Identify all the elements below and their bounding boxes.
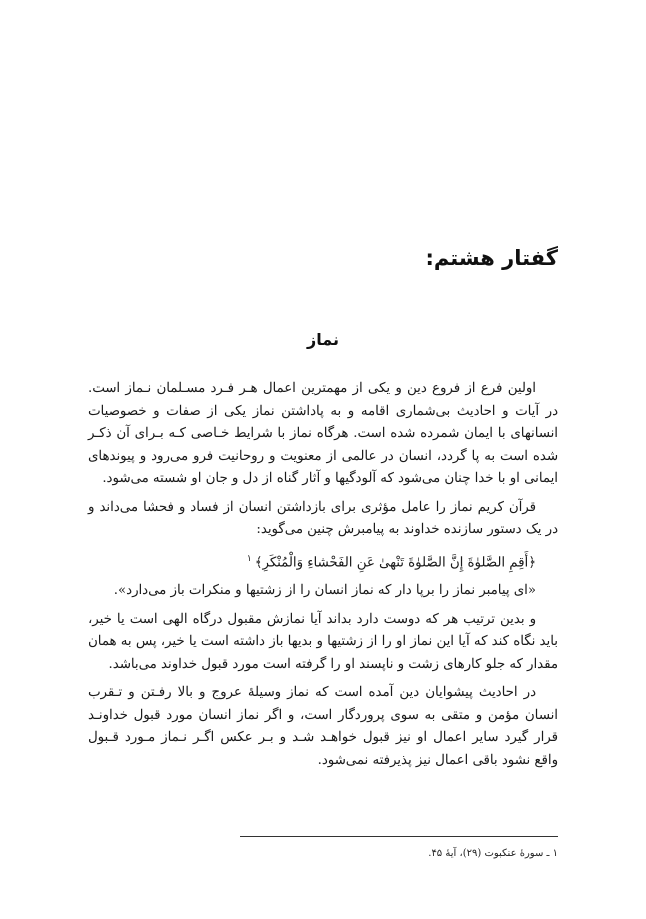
footnote: ۱ ـ سورهٔ عنکبوت (۲۹)، آیهٔ ۴۵. <box>428 848 558 859</box>
paragraph-3: و بدین ترتیب هر که دوست دارد بداند آیا نمازش مقبول درگاه الهی است یا خیر، باید نگاه کند که آیا این نماز او را از زشتیها و بدیها باز داشته است یا خیر، پس به همان مقدار که جلو کارهای زشت و ناپسند او را گرفته است مورد قبول خداوند می‌باشد. <box>88 611 558 672</box>
body-text <box>88 378 558 778</box>
paragraph-2: قرآن کریم نماز را عامل مؤثری برای بازداشتن انسان از فساد و فحشا می‌داند و در یک دستور سازنده خداوند به پیامبرش چنین می‌گوید: <box>88 499 558 537</box>
paragraph-1: اولین فرع از فروع دین و یکی از مهمترین اعمال هـر فـرد مسـلمان نـماز است. در آیات و احادیث بی‌شماری اقامه و به پاداشتن نماز یکی از صفات و خصوصیات انسانهای با ایمان شمرده شده است. هرگاه نماز با شرایط خـاصی کـه بـرای آن ذکـر شده است به پا گردد، انسان در عالمی از معنویت و روحانیت فرو می‌رود و پیوندهای ایمانی او با خدا چنان می‌شود که آلودگیها و آثار گناه از دل و جان او شسته می‌شود. <box>88 381 558 486</box>
footnote-divider <box>240 836 558 837</box>
paragraph-4: در احادیث پیشوایان دین آمده است که نماز وسیلهٔ عروج و بالا رفـتن و تـقرب انسان مؤمن و متقی به سوی پروردگار است، و اگر نماز انسان مورد قبول خداونـد قرار گیرد سایر اعمال او نیز قبول خواهـد شـد و بـر عکس اگـر نـماز مـورد قـبول واقع نشود باقی اعمال نیز پذیرفته نمی‌شود. <box>88 685 558 768</box>
quran-verse-line <box>88 548 558 575</box>
verse-translation: «ای پیامبر نماز را برپا دار که نماز انسان را از زشتیها و منکرات باز می‌دارد». <box>113 583 536 599</box>
quran-verse: ﴿أَقِمِ الصَّلوٰةَ إِنَّ الصَّلوٰةَ تَنْهیٰ عَنِ الفَحْشاءِ وَالْمُنْكَرِ﴾ <box>254 554 536 570</box>
section-title: نماز <box>307 330 339 349</box>
footnote-marker: ۱ <box>246 553 252 564</box>
chapter-title: گفتار هشتم: <box>425 246 558 270</box>
